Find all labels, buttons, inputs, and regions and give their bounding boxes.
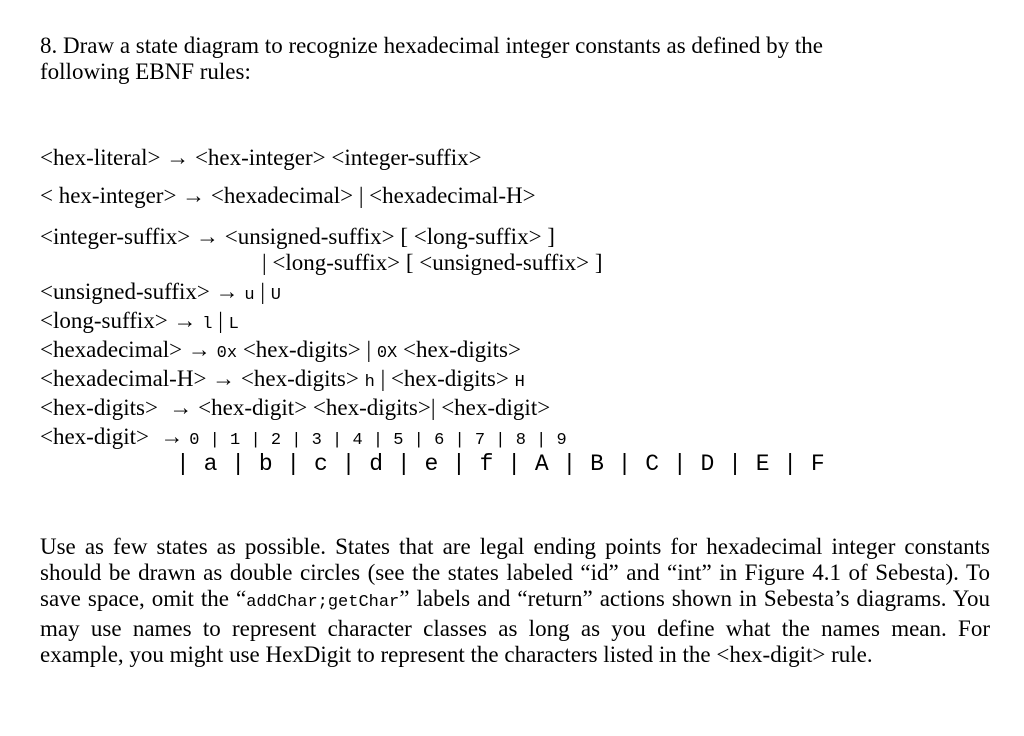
- code-addchar-getchar: addChar;getChar: [246, 593, 400, 612]
- rule-hexadecimal: [40, 337, 521, 367]
- question-line-1: 8. Draw a state diagram to recognize hexadecimal integer constants as defined by the: [40, 33, 823, 58]
- terminal-0X: 0X: [376, 344, 398, 363]
- rule-integer-suffix-lhs: <integer-suffix> →: [40, 224, 225, 249]
- terminal-0x: 0x: [216, 344, 238, 363]
- terminal-u: u: [244, 286, 255, 305]
- question-line-2: following EBNF rules:: [40, 59, 251, 84]
- rule-hexadecimal-h-lhs: <hexadecimal-H> → <hex-digits>: [40, 366, 365, 391]
- rule-hexadecimal-lhs: <hexadecimal> →: [40, 337, 217, 362]
- rule-integer-suffix-rhs: <unsigned-suffix> [ <long-suffix> ]: [224, 224, 555, 249]
- terminal-hex-letters: | a | b | c | d | e | f | A | B | C | D | E | F: [176, 451, 825, 477]
- rule-hex-digit-lhs: <hex-digit> →: [40, 424, 190, 449]
- instructions-paragraph: [40, 534, 990, 668]
- terminal-L: L: [228, 315, 239, 334]
- rule-unsigned-lhs: <unsigned-suffix> →: [40, 279, 245, 304]
- terminal-decimal-digits: 0 | 1 | 2 | 3 | 4 | 5 | 6 | 7 | 8 | 9: [189, 431, 567, 450]
- rule-hex-integer: < hex-integer> → <hexadecimal> | <hexadecimal-H>: [40, 183, 536, 208]
- rule-long-lhs: <long-suffix> →: [40, 308, 203, 333]
- terminal-h: h: [364, 373, 375, 392]
- rule-hexadecimal-h: [40, 366, 525, 396]
- terminal-l: l: [202, 315, 213, 334]
- terminal-H: H: [514, 373, 525, 392]
- alt-separator: |: [254, 279, 271, 304]
- rule-hexadecimal-mid: <hex-digits> |: [237, 337, 377, 362]
- rule-hexadecimal-h-mid: | <hex-digits>: [374, 366, 515, 391]
- rule-hex-digits: <hex-digits> → <hex-digit> <hex-digits>| <hex-digit>: [40, 395, 551, 420]
- rule-integer-suffix: [40, 224, 555, 250]
- rule-long-suffix: [40, 308, 239, 338]
- terminal-U: U: [270, 286, 281, 305]
- rule-hex-digit: [40, 424, 567, 454]
- instructions-part-2: ” labels and “return” actions shown in Sebesta’s diagrams. You may use names to represent character classes as long as you define what the names mean. For example, you might use HexDigit to represent the characters listed in the <hex-digit> rule.: [40, 586, 991, 667]
- alt-separator: |: [212, 308, 229, 333]
- rule-integer-suffix-alt: | <long-suffix> [ <unsigned-suffix> ]: [262, 250, 603, 275]
- rule-unsigned-suffix: [40, 279, 281, 309]
- rule-hex-literal: <hex-literal> → <hex-integer> <integer-suffix>: [40, 145, 482, 170]
- rule-hexadecimal-tail: <hex-digits>: [397, 337, 521, 362]
- instructions-part-1: Use as few states as possible. States that are legal ending points for hexadecimal integer constants should be drawn as double circles (see the states labeled “id” and “int” in Figure 4.1 of Sebesta). To save space, omit the “: [40, 534, 990, 611]
